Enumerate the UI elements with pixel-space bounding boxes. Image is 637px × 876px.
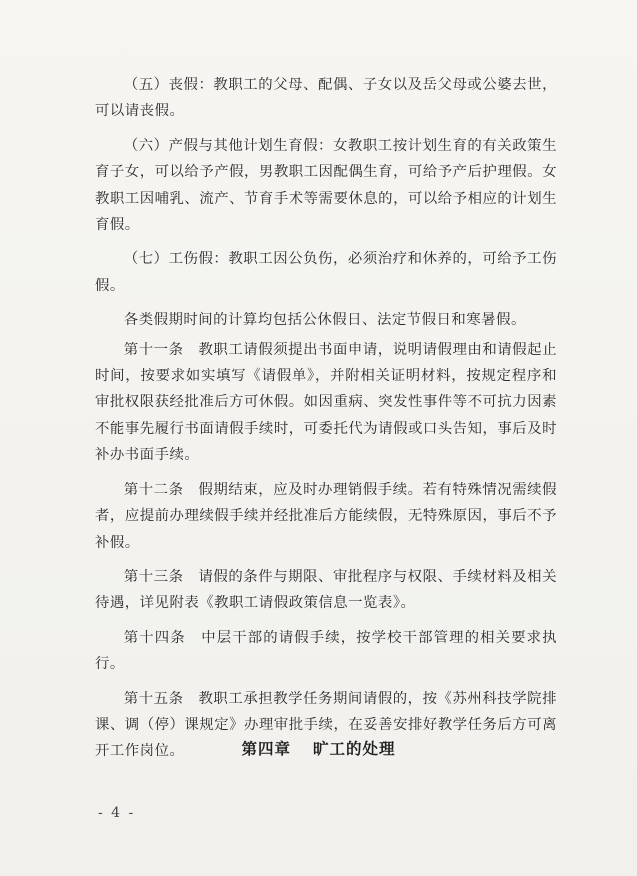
paragraph-bereavement-leave: （五）丧假：教职工的父母、配偶、子女以及岳父母或公婆去世，可以请丧假。	[95, 77, 557, 120]
chapter-number: 第四章	[241, 739, 291, 758]
body-text	[95, 72, 557, 765]
paragraph-article-15: 第十五条 教职工承担教学任务期间请假的，按《苏州科技学院排课、调（停）课规定》办理审批手续，在妥善安排好教学任务后方可离开工作岗位。	[95, 690, 557, 760]
paragraph-leave-calculation: 各类假期时间的计算均包括公休假日、法定节假日和寒暑假。	[123, 312, 526, 329]
chapter-heading	[0, 737, 637, 759]
chapter-title: 旷工的处理	[313, 739, 396, 758]
paragraph-injury-leave: （七）工伤假：教职工因公负伤，必须治疗和休养的，可给予工伤假。	[95, 251, 557, 294]
page-number: - 4 -	[98, 805, 136, 821]
paragraph-article-14: 第十四条 中层干部的请假手续，按学校干部管理的相关要求执行。	[95, 629, 557, 673]
paragraph-maternity-leave: （六）产假与其他计划生育假：女教职工按计划生育的有关政策生育子女，可以给予产假，男教职工因配偶生育，可给予产后护理假。女教职工因哺乳、流产、节育手术等需要休息的，可以给予相应的计划生育假。	[95, 137, 557, 234]
paragraph-article-11: 第十一条 教职工请假须提出书面申请，说明请假理由和请假起止时间，按要求如实填写《请假单》，并附相关证明材料，按规定程序和审批权限获经批准后方可休假。如因重病、突发性事件等不可抗力因素不能事先履行书面请假手续时，可委托代为请假或口头告知，事后及时补办书面手续。	[95, 341, 557, 464]
paragraph-article-12: 第十二条 假期结束，应及时办理销假手续。若有特殊情况需续假者，应提前办理续假手续并经批准后方能续假，无特殊原因，事后不予补假。	[95, 481, 557, 551]
paragraph-article-13: 第十三条 请假的条件与期限、审批程序与权限、手续材料及相关待遇，详见附表《教职工请假政策信息一览表》。	[95, 568, 557, 612]
